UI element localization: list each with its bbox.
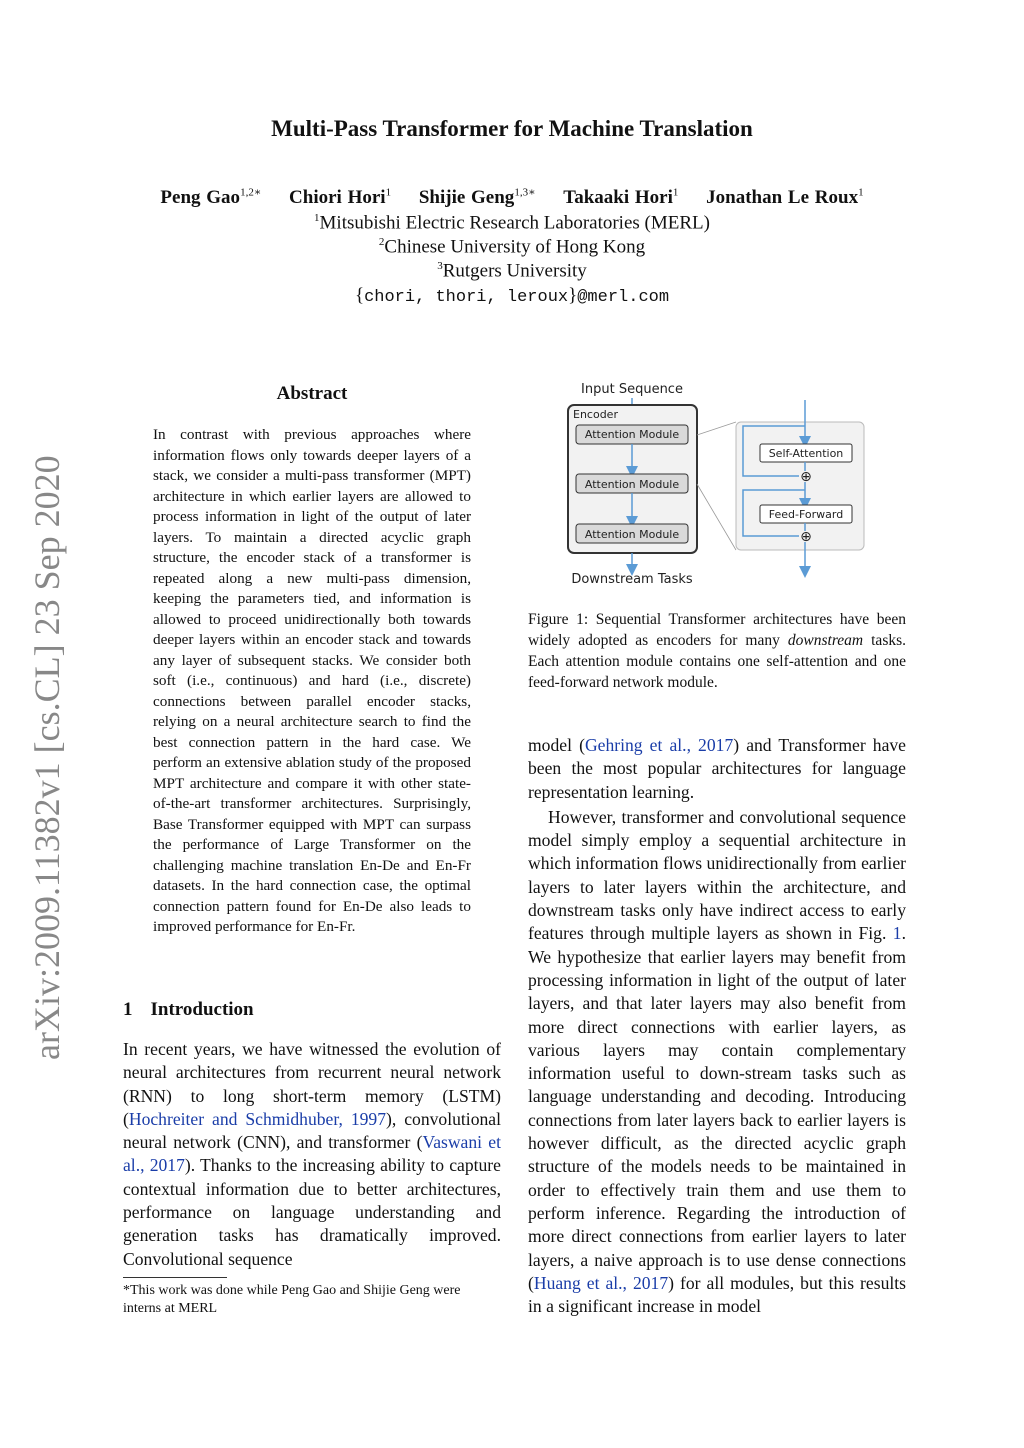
zoom-guide [697, 484, 736, 550]
encoder-label: Encoder [573, 408, 618, 421]
downstream-tasks-label: Downstream Tasks [571, 572, 693, 587]
affiliation: $^3$Rutgers University [437, 260, 587, 282]
affiliation: $^1$Mitsubishi Electric Research Laboratories (MERL) [314, 212, 710, 234]
self-attention-label: Self-Attention [768, 447, 844, 460]
paragraph: However, transformer and convolutional sequence model simply employ a sequential architecture in which information flows unidirectionally from earlier layers to later layers within the architecture, and downstream tasks only have indirect access to early features through multiple layers as shown in Fig. 1. We hypothesize that earlier layers may benefit from processing information in light of the output of later layers, and that later layers may also benefit from more direct connections with earlier layers, as various layers may contain complementary information useful to down-stream tasks such as language understanding and decoding. Introducing connections from later layers back to earlier layers is however difficult, as the directed acyclic graph structure of the models needs to be maintained in order to effectively train them and use them to perform inference. Regarding the introduction of more direct connections from earlier layers to later layers, a naive approach is to use dense connections (Huang et al., 2017) for all modules, but this results in a significant increase in model [528, 806, 906, 1317]
arxiv-identifier: arXiv:2009.11382v1 [cs.CL] 23 Sep 2020 [27, 455, 67, 1060]
residual-add: ⊕ [800, 529, 812, 545]
attention-module-label: Attention Module [584, 528, 680, 541]
figure-caption: Figure 1: Sequential Transformer architectures have been widely adopted as encoders for many downstream tasks. Each attention module contains one self-attention and one feed-forward network module. [528, 611, 907, 691]
zoom-guide [697, 422, 736, 435]
author: Shijie Geng$^{1,3∗}$ [418, 187, 536, 209]
attention-module-label: Attention Module [584, 478, 680, 491]
architecture-figure [560, 378, 880, 593]
intro-continuation [528, 734, 906, 1318]
author: Takaaki Hori$^1$ [563, 187, 679, 209]
residual-add: ⊕ [800, 469, 812, 485]
section-heading: 1 Introduction [123, 999, 254, 1020]
intro-paragraph: In recent years, we have witnessed the evolution of neural architectures from recurrent neural network (RNN) to long short-term memory (LSTM) (Hochreiter and Schmidhuber, 1997), convolutional neural network (CNN), and transformer (Vaswani et al., 2017). Thanks to the increasing ability to capture contextual information due to better architectures, performance on language understanding and generation tasks has dramatically improved. Convolutional sequence [123, 1039, 501, 1269]
author: Chiori Hori$^1$ [289, 187, 392, 209]
paper-title: Multi-Pass Transformer for Machine Translation [271, 116, 753, 141]
attention-module-label: Attention Module [584, 428, 680, 441]
footnote: *This work was done while Peng Gao and Shijie Geng were interns at MERL [123, 1283, 461, 1316]
input-sequence-label: Input Sequence [581, 382, 683, 397]
author: Jonathan Le Roux$^1$ [706, 187, 864, 209]
author-email[interactable]: {chori, thori, leroux}@merl.com [354, 285, 670, 307]
citation-link[interactable]: Vaswani et al., 2017 [123, 1132, 501, 1176]
affiliation: $^2$Chinese University of Hong Kong [378, 236, 646, 258]
citation-link[interactable]: Gehring et al., 2017 [584, 735, 734, 755]
author-list [0, 186, 1024, 209]
abstract-heading: Abstract [276, 383, 348, 404]
citation-link[interactable]: Hochreiter and Schmidhuber, 1997 [128, 1108, 387, 1129]
paragraph: model (Gehring et al., 2017) and Transformer have been the most popular architectures for language representation learning. [528, 735, 906, 802]
author: Peng Gao$^{1,2∗}$ [160, 187, 262, 209]
citation-link[interactable]: Huang et al., 2017 [533, 1272, 669, 1293]
footnote-rule [123, 1277, 227, 1278]
figure-reference-link[interactable]: 1 [892, 923, 902, 944]
abstract-text: In contrast with previous approaches where information flows only towards deeper layers of a stack, we consider a multi-pass transformer (MPT) architecture in which earlier layers are allowed to process information in light of the output of later layers. To maintain a directed acyclic graph structure, the encoder stack of a transformer is repeated along a new multi-pass dimension, keeping the parameters tied, and information is allowed to proceed unidirectionally both towards deeper layers within an encoder stack and towards any layer of subsequent stacks. We consider both soft (i.e., continuous) and hard (i.e., discrete) connections between parallel encoder stacks, relying on a neural architecture search to find the best connection pattern in the hard case. We perform an extensive ablation study of the proposed MPT architecture and compare it with other state-of-the-art transformer architectures. Surprisingly, Base Transformer equipped with MPT can surpass the performance of Large Transformer on the challenging machine translation En-De and En-Fr datasets. In the hard connection case, the optimal connection pattern found for En-De also leads to improved performance for En-Fr. [153, 426, 471, 935]
feed-forward-label: Feed-Forward [768, 508, 844, 521]
